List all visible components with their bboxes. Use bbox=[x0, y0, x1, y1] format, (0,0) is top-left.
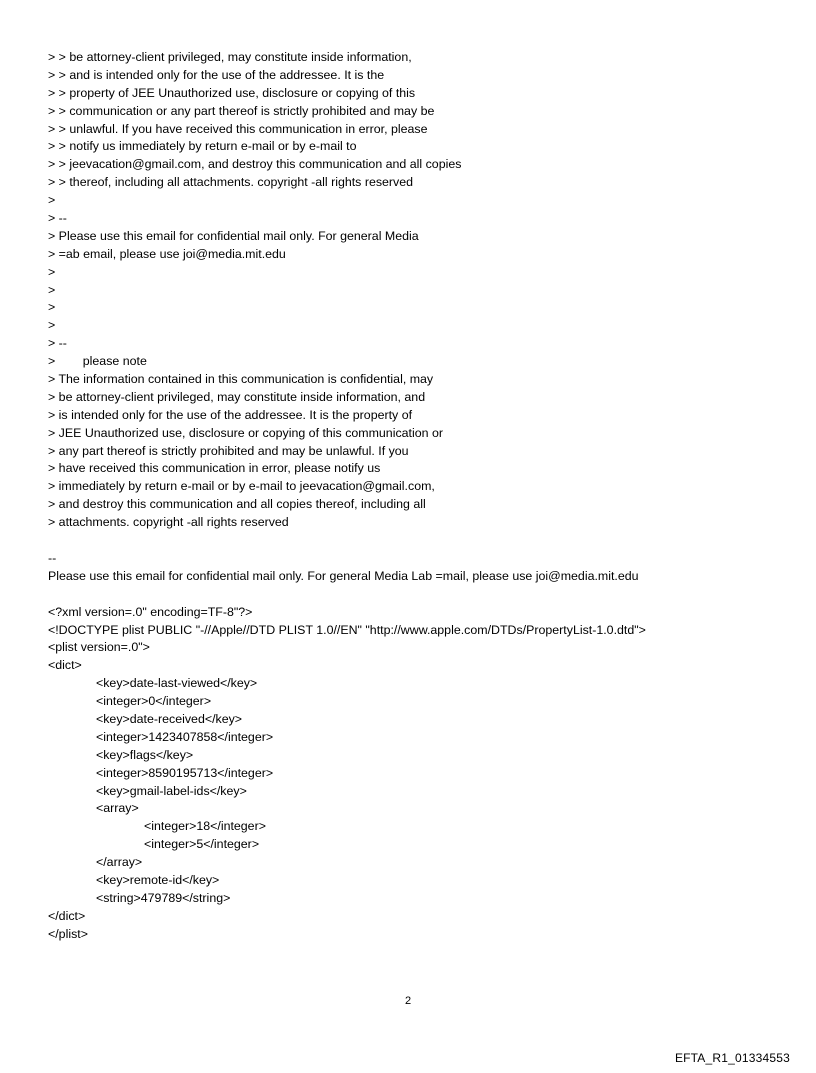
text-line: > attachments. copyright -all rights reserved bbox=[48, 515, 289, 530]
text-line: > > jeevacation@gmail.com, and destroy this communication and all copies bbox=[48, 157, 462, 172]
text-line: <plist version=.0"> bbox=[48, 640, 150, 655]
text-line: > > property of JEE Unauthorized use, disclosure or copying of this bbox=[48, 85, 416, 100]
text-line: > bbox=[48, 318, 56, 333]
text-line: > > thereof, including all attachments. copyright -all rights reserved bbox=[48, 175, 414, 190]
text-line: </plist> bbox=[48, 926, 88, 941]
email-body bbox=[48, 49, 788, 944]
text-line: > JEE Unauthorized use, disclosure or copying of this communication or bbox=[48, 425, 443, 440]
text-line: <integer>8590195713</integer> bbox=[96, 765, 274, 780]
text-line: Please use this email for confidential mail only. For general Media Lab =mail, please use joi@media.mit.edu bbox=[48, 568, 639, 583]
text-line: <integer>1423407858</integer> bbox=[96, 729, 274, 744]
text-line: <?xml version=.0" encoding=TF-8"?> bbox=[48, 604, 253, 619]
text-line: > bbox=[48, 282, 56, 297]
text-line: > -- bbox=[48, 211, 67, 226]
text-line: > bbox=[48, 264, 56, 279]
bates-number: EFTA_R1_01334553 bbox=[674, 1051, 790, 1065]
text-line: > immediately by return e-mail or by e-mail to jeevacation@gmail.com, bbox=[48, 479, 435, 494]
text-line: > > communication or any part thereof is strictly prohibited and may be bbox=[48, 103, 435, 118]
text-line: > The information contained in this communication is confidential, may bbox=[48, 372, 434, 387]
text-line: > please note bbox=[48, 354, 147, 369]
text-line: <key>flags</key> bbox=[96, 747, 194, 762]
text-line: <key>date-received</key> bbox=[96, 711, 243, 726]
text-line: <integer>18</integer> bbox=[144, 819, 266, 834]
text-line: <dict> bbox=[48, 658, 82, 673]
page-number: 2 bbox=[404, 995, 412, 1007]
text-line: > > and is intended only for the use of the addressee. It is the bbox=[48, 67, 385, 82]
text-line: > bbox=[48, 193, 56, 208]
text-line: <integer>5</integer> bbox=[144, 837, 260, 852]
text-line bbox=[48, 532, 788, 550]
text-line: > =ab email, please use joi@media.mit.edu bbox=[48, 246, 286, 261]
text-line: > bbox=[48, 300, 56, 315]
text-line: <array> bbox=[96, 801, 139, 816]
text-line: > > unlawful. If you have received this communication in error, please bbox=[48, 121, 428, 136]
text-line: > be attorney-client privileged, may constitute inside information, and bbox=[48, 389, 426, 404]
text-line: </array> bbox=[96, 855, 143, 870]
text-line bbox=[48, 586, 788, 604]
text-line: <key>date-last-viewed</key> bbox=[96, 676, 258, 691]
text-line: > > be attorney-client privileged, may constitute inside information, bbox=[48, 50, 412, 64]
text-line: > and destroy this communication and all copies thereof, including all bbox=[48, 497, 426, 512]
text-line: <string>479789</string> bbox=[96, 890, 231, 905]
text-line: <key>gmail-label-ids</key> bbox=[96, 783, 247, 798]
text-line: <integer>0</integer> bbox=[96, 694, 212, 709]
text-line: </dict> bbox=[48, 908, 86, 923]
text-line: > > notify us immediately by return e-mail or by e-mail to bbox=[48, 139, 357, 154]
text-line: > have received this communication in error, please notify us bbox=[48, 461, 381, 476]
text-line: <!DOCTYPE plist PUBLIC "-//Apple//DTD PLIST 1.0//EN" "http://www.apple.com/DTDs/PropertyList-1.0.dtd"> bbox=[48, 622, 646, 637]
text-line: > is intended only for the use of the addressee. It is the property of bbox=[48, 407, 413, 422]
text-line: <key>remote-id</key> bbox=[96, 872, 220, 887]
text-line: > -- bbox=[48, 336, 67, 351]
text-line: > Please use this email for confidential mail only. For general Media bbox=[48, 228, 419, 243]
text-line: -- bbox=[48, 550, 57, 565]
text-line: > any part thereof is strictly prohibited and may be unlawful. If you bbox=[48, 443, 409, 458]
